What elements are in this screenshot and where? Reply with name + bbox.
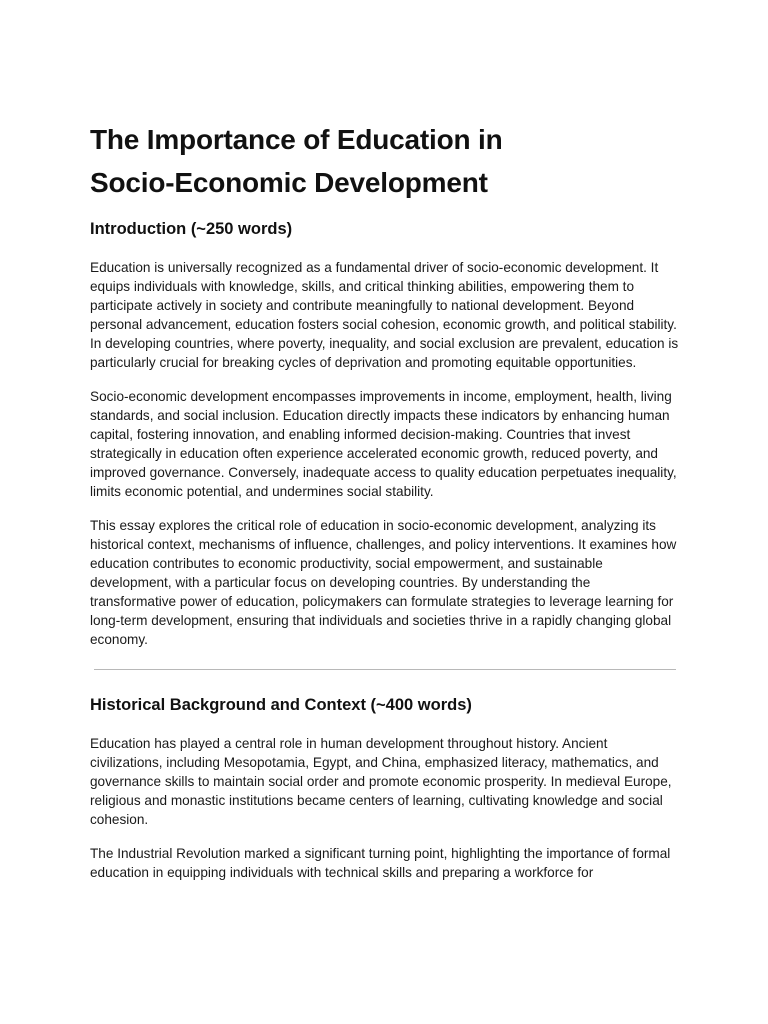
section-divider (94, 669, 676, 670)
document-title-line-1: The Importance of Education in (90, 124, 503, 155)
paragraph: Education has played a central role in human development throughout history. Ancient civilizations, including Mesopotamia, Egypt, and China, emphasized literacy, mathematics, and governance skills to maintain social order and promote economic prosperity. In medieval Europe, religious and monastic institutions became centers of learning, cultivating knowledge and social cohesion. (90, 736, 672, 827)
section-introduction (90, 218, 680, 649)
paragraph: Socio-economic development encompasses improvements in income, employment, health, living standards, and social inclusion. Education directly impacts these indicators by enhancing human capital, fostering innovation, and enabling informed decision-making. Countries that invest strategically in education often experience accelerated economic growth, reduced poverty, and improved governance. Conversely, inadequate access to quality education perpetuates inequality, limits economic potential, and undermines social stability. (90, 389, 677, 499)
document-page (90, 118, 680, 897)
section-heading-introduction: Introduction (~250 words) (90, 220, 293, 238)
document-title (90, 118, 680, 204)
paragraph: Education is universally recognized as a fundamental driver of socio-economic development. It equips individuals with knowledge, skills, and critical thinking abilities, empowering them to participate actively in society and contribute meaningfully to national development. Beyond personal advancement, education fosters social cohesion, economic growth, and political stability. In developing countries, where poverty, inequality, and social exclusion are prevalent, education is particularly crucial for breaking cycles of deprivation and promoting equitable opportunities. (90, 260, 679, 370)
section-historical-background (90, 694, 680, 882)
document-title-line-2: Socio-Economic Development (90, 167, 488, 198)
paragraph: This essay explores the critical role of education in socio-economic development, analyzing its historical context, mechanisms of influence, challenges, and policy interventions. It examines how education contributes to economic productivity, social empowerment, and sustainable development, with a particular focus on developing countries. By understanding the transformative power of education, policymakers can formulate strategies to leverage learning for long-term development, ensuring that individuals and societies thrive in a rapidly changing global economy. (90, 518, 677, 647)
paragraph: The Industrial Revolution marked a significant turning point, highlighting the importance of formal education in equipping individuals with technical skills and preparing a workforce for (90, 846, 671, 880)
section-heading-historical-background: Historical Background and Context (~400 words) (90, 696, 472, 714)
